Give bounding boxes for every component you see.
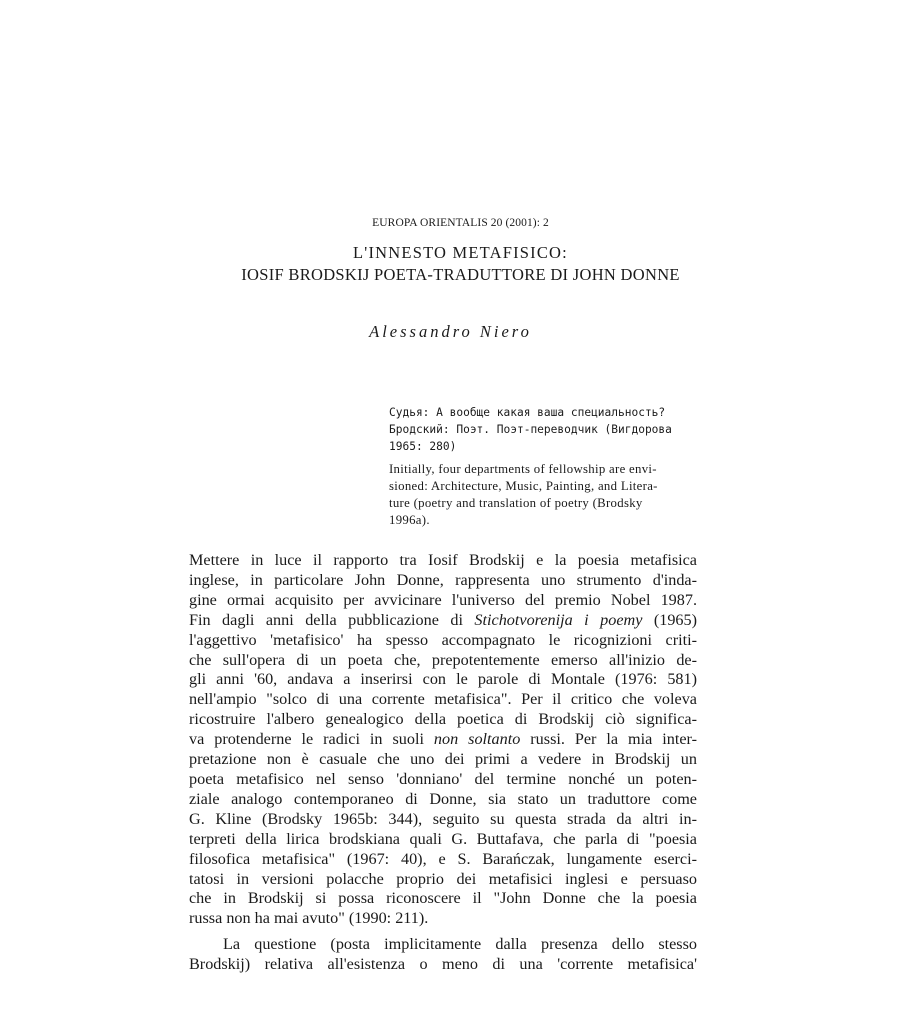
body-line: che sull'opera di un poeta che, prepotentemente emerso all'inizio de- <box>189 650 697 669</box>
title-line-2: IOSIF BRODSKIJ POETA-TRADUTTORE DI JOHN DONNE <box>241 265 680 284</box>
emphasis: non soltanto <box>433 730 521 749</box>
body-line: l'aggettivo 'metafisico' ha spesso accompagnato le ricognizioni criti- <box>189 630 697 649</box>
body-line: inglese, in particolare John Donne, rappresenta uno strumento d'inda- <box>189 570 697 589</box>
epigraph-russian <box>389 404 695 455</box>
epigraph-line: 1996a). <box>389 513 430 527</box>
body-line: ziale analogo contemporaneo di Donne, sia stato un traduttore come <box>189 789 697 808</box>
body-line <box>189 730 697 750</box>
epigraph-line: Initially, four departments of fellowship are envi- <box>389 462 657 476</box>
body-line: Mettere in luce il rapporto tra Iosif Brodskij e la poesia metafisica <box>189 551 697 569</box>
body-line: La questione (posta implicitamente dalla presenza dello stesso <box>223 935 697 954</box>
body-line: pretazione non è casuale che uno dei primi a vedere in Brodskij un <box>189 750 697 769</box>
epigraph-english <box>389 461 695 529</box>
author-name: Alessandro Niero <box>369 322 532 341</box>
body-text <box>189 551 697 975</box>
epigraph-line: Бродский: Поэт. Поэт-переводчик (Вигдорова <box>389 423 672 436</box>
journal-header: EUROPA ORIENTALIS 20 (2001): 2 <box>372 217 549 229</box>
cited-title: Stichotvorenija i poemy <box>474 610 643 629</box>
body-text-run: (1965) <box>642 610 698 629</box>
epigraph-line: sioned: Architecture, Music, Painting, and Litera- <box>389 479 658 493</box>
body-line: gli anni '60, andava a inserirsi con le parole di Montale (1976: 581) <box>189 670 697 689</box>
epigraph-line: ture (poetry and translation of poetry (Brodsky <box>389 496 643 510</box>
paragraph-2 <box>189 935 697 975</box>
body-text-run: va protenderne le radici in suoli <box>189 730 434 749</box>
body-line: tatosi in versioni polacche proprio dei metafisici inglesi e persuaso <box>189 869 697 888</box>
body-line: terpreti della lirica brodskiana quali G. Buttafava, che parla di "poesia <box>189 829 697 848</box>
body-line: russa non ha mai avuto" (1990: 211). <box>189 909 429 928</box>
body-line: ricostruire l'albero genealogico della poetica di Brodskij ciò significa- <box>189 710 697 729</box>
body-text-run: russi. Per la mia inter- <box>520 730 697 749</box>
body-line: Brodskij) relativa all'esistenza o meno di una 'corrente metafisica' <box>189 955 697 974</box>
epigraph-line: 1965: 280) <box>389 440 457 453</box>
body-line <box>189 611 697 631</box>
body-line: nell'ampio "solco di una corrente metafisica". Per il critico che voleva <box>189 690 697 709</box>
body-line: filosofica metafisica" (1967: 40), e S. Barańczak, lungamente eserci- <box>189 849 697 868</box>
article-title <box>0 242 921 286</box>
epigraph-line: Судья: А вообще какая ваша специальность? <box>389 406 666 419</box>
body-line: gine ormai acquisito per avvicinare l'universo del premio Nobel 1987. <box>189 590 697 609</box>
body-text-run: Fin dagli anni della pubblicazione di <box>189 610 475 629</box>
title-line-1: L'INNESTO METAFISICO: <box>353 243 568 262</box>
body-line: poeta metafisico nel senso 'donniano' del termine nonché un poten- <box>189 769 697 788</box>
paragraph-1 <box>189 551 697 929</box>
body-line: G. Kline (Brodsky 1965b: 344), seguito su questa strada da altri in- <box>189 809 697 828</box>
body-line: che in Brodskij si possa riconoscere il "John Donne che la poesia <box>189 889 697 908</box>
